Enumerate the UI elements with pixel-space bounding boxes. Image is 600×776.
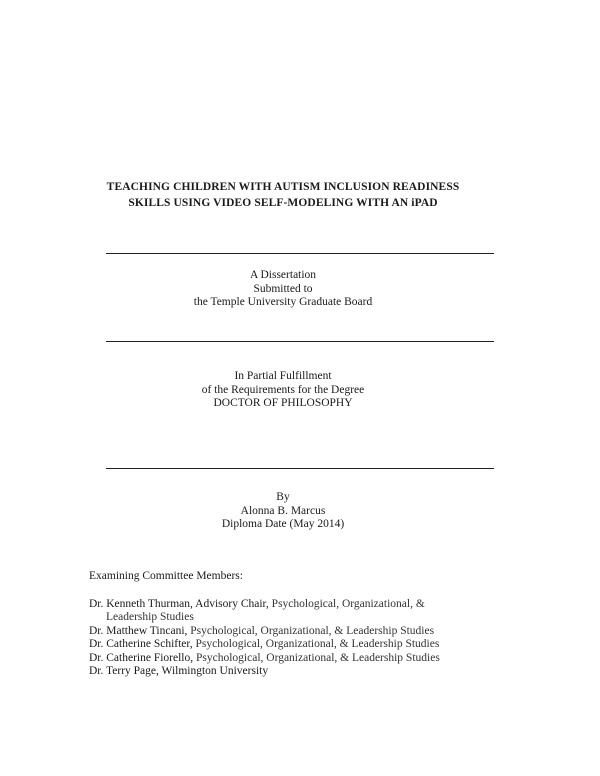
divider-3 (106, 468, 494, 469)
submission-line-2: Submitted to (253, 282, 313, 295)
degree-name: DOCTOR OF PHILOSOPHY (213, 397, 353, 409)
committee-member (89, 665, 440, 679)
member-department: Psychological, Organizational, & Leadership Studies (190, 624, 435, 637)
committee-heading: Examining Committee Members: (89, 570, 243, 582)
committee-section (89, 570, 440, 679)
committee-member (89, 625, 440, 639)
committee-member (89, 652, 440, 666)
fulfillment-line-2: of the Requirements for the Degree (201, 383, 365, 396)
member-department: Psychological, Organizational, & Leadership Studies (195, 638, 440, 650)
member-name: Dr. Catherine Schifter, (89, 638, 193, 650)
title-line-1: TEACHING CHILDREN WITH AUTISM INCLUSION READINESS (106, 181, 460, 193)
committee-member (89, 598, 440, 612)
dissertation-title (0, 179, 566, 211)
divider-1 (106, 253, 494, 254)
member-department: Psychological, Organizational, & Leadership Studies (196, 651, 440, 664)
author-block (0, 491, 566, 532)
submission-line-3: the Temple University Graduate Board (193, 296, 373, 308)
title-line-2: SKILLS USING VIDEO SELF-MODELING WITH AN iPAD (128, 197, 438, 209)
submission-block (0, 269, 566, 310)
by-label: By (276, 491, 290, 503)
member-department: Psychological, Organizational, & (271, 597, 425, 610)
fulfillment-block (0, 370, 566, 411)
member-name: Dr. Catherine Fiorello, (89, 651, 194, 664)
committee-member (89, 638, 440, 652)
author-name: Alonna B. Marcus (240, 504, 326, 517)
member-name: Dr. Terry Page, Wilmington University (89, 665, 269, 677)
member-department-continued: Leadership Studies (106, 611, 194, 623)
diploma-date: Diploma Date (May 2014) (221, 518, 345, 530)
member-name: Dr. Kenneth Thurman, Advisory Chair, (89, 597, 269, 610)
divider-2 (106, 341, 494, 342)
committee-member-continued (89, 611, 440, 625)
fulfillment-line-1: In Partial Fulfillment (234, 370, 332, 382)
member-name: Dr. Matthew Tincani, (89, 624, 188, 637)
submission-line-1: A Dissertation (249, 269, 317, 281)
